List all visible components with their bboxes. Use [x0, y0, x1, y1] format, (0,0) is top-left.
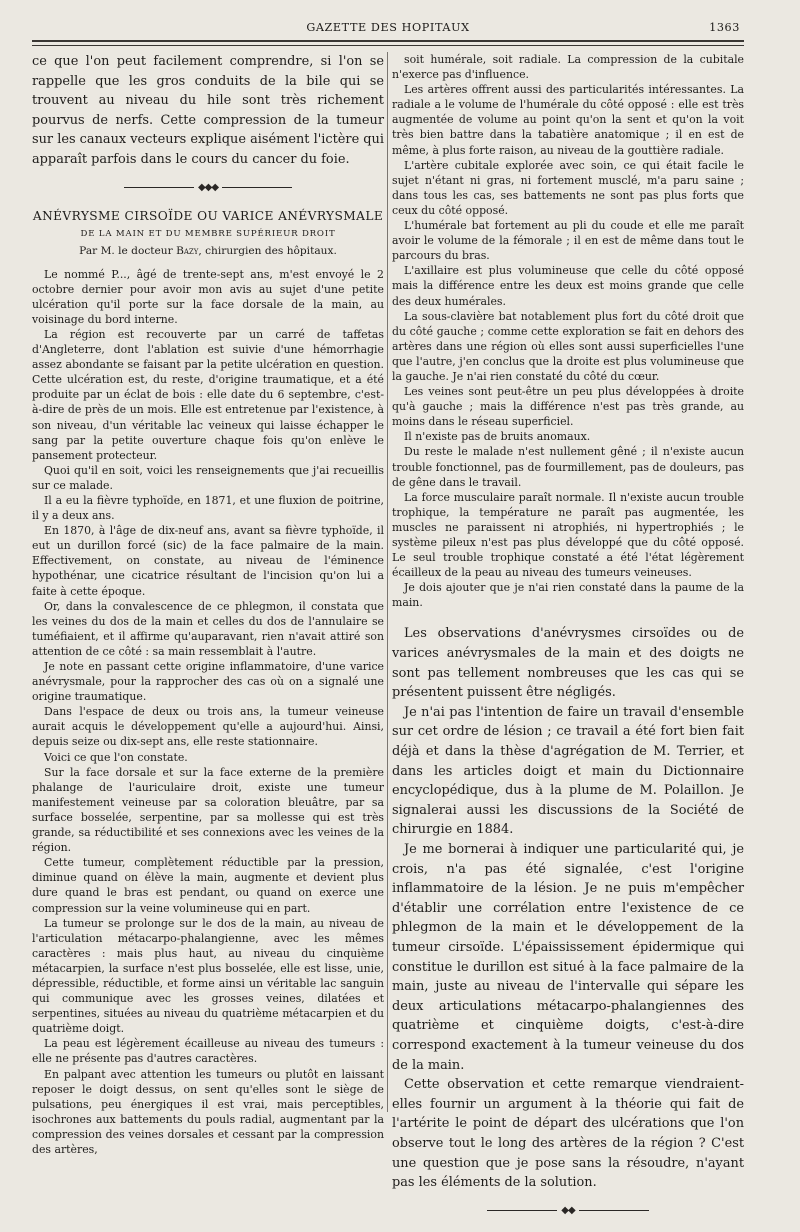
paragraph: Le nommé P..., âgé de trente-sept ans, m'est envoyé le 2 octobre dernier pour avoir mon avis au sujet d'une petite ulcération qu'il porte sur la face dorsale de la main, au voisinage du bord interne. [32, 267, 384, 326]
journal-title: GAZETTE DES HOPITAUX [306, 21, 470, 34]
paragraph: Dans l'espace de deux ou trois ans, la tumeur veineuse aurait acquis le développement qu'elle a aujourd'hui. Ainsi, depuis seize ou dix-sept ans, elle reste stationnaire. [32, 705, 384, 749]
paragraph: La peau est légèrement écailleuse au niveau des tumeurs : elle ne présente pas d'autres caractères. [32, 1037, 384, 1066]
paragraph: Du reste le malade n'est nullement gêné ; il n'existe aucun trouble fonctionnel, pas de fourmillement, pas de douleurs, pas de gêne dans le travail. [392, 445, 744, 489]
article-title: ANÉVRYSME CIRSOÏDE OU VARICE ANÉVRYSMALE [32, 208, 384, 223]
paragraph: soit humérale, soit radiale. La compression de la cubitale n'exerce pas d'influence. [392, 53, 744, 82]
page-number: 1363 [709, 21, 740, 34]
paragraph: Je me bornerai à indiquer une particularité qui, je crois, n'a pas été signalée, c'est l'origine inflammatoire de la lésion. Je ne puis m'empêcher d'établir une corrélation entre l'existence de ce phlegmon de la main et le développement de la tumeur cirsoïde. L'épaississement épidermique qui constitue le durillon est situé à la face palmaire de la main, juste au niveau de l'intervalle qui sépare les deux articulations métacarpo-phalangiennes des quatrième et cinquième doigts, c'est-à-dire correspond exactement à la tumeur veineuse du dos de la main. [392, 842, 744, 1073]
paragraph: Je dois ajouter que je n'ai rien constaté dans la paume de la main. [392, 581, 744, 610]
paragraph: Quoi qu'il en soit, voici les renseignements que j'ai recueillis sur ce malade. [32, 463, 384, 492]
paragraph: La sous-clavière bat notablement plus fort du côté droit que du côté gauche ; comme cette exploration se fait en dehors des artères dans une région où elles sont aussi superficielles l'une que l'autre, j'en conclus que la droite est plus volumineuse que la gauche. Je n'ai rien constaté du côté du cœur. [392, 309, 744, 383]
column-divider [387, 52, 388, 1112]
page-header [32, 18, 744, 38]
article-subtitle: DE LA MAIN ET DU MEMBRE SUPÉRIEUR DROIT [80, 228, 336, 239]
author-name: Bazy [176, 244, 199, 257]
paragraph: Il a eu la fièvre typhoïde, en 1871, et une fluxion de poitrine, il y a deux ans. [32, 493, 384, 523]
section-gap [392, 610, 744, 624]
paragraph: Sur la face dorsale et sur la face externe de la première phalange de l'auriculaire droit, existe une tumeur manifestement veineuse par sa coloration bleuâtre, par sa surface bosselée, serpentine, par sa mollesse qui est très grande, sa réductibilité et ses connexions avec les veines de la région. [32, 765, 384, 855]
intro-paragraph: ce que l'on peut facilement comprendre, si l'on se rappelle que les gros conduits de la bile qui se trouvent au niveau du hile sont très richement pourvus de nerfs. Cette compression de la tumeur sur les canaux vecteurs explique aisément l'ictère qui apparaît parfois dans le cours du cancer du foie. [32, 54, 384, 167]
previous-article-end [32, 52, 384, 170]
paragraph: La force musculaire paraît normale. Il n'existe aucun trouble trophique, la température ne paraît pas augmentée, les muscles ne paraissent ni atrophiés, ni hypertrophiés ; le système pileux n'est pas plus développé que du côté opposé. Le seul trouble trophique constaté a été l'état légèrement écailleux de la peau au niveau des tumeurs veineuses. [392, 490, 744, 580]
byline-prefix: Par M. le docteur [79, 244, 177, 257]
end-ornament: ◆◆ [392, 1205, 744, 1216]
paragraph: La région est recouverte par un carré de taffetas d'Angleterre, dont l'ablation est suivie d'une hémorrhagie assez abondante se faisant par la petite ulcération en question. Cette ulcération est, du reste, d'origine traumatique, et a été produite par un éclat de bois : elle date du 6 septembre, c'est-à-dire de près de un mois. Elle est entretenue par l'existence, à son niveau, d'un véritable lac veineux qui laisse échapper le sang par la petite ouverture chaque fois qu'on enlève le pansement protecteur. [32, 327, 384, 462]
paragraph: Or, dans la convalescence de ce phlegmon, il constata que les veines du dos de la main et celles du dos de l'annulaire se tuméfiaient, et il affirme qu'auparavant, rien n'avait attiré son attention de ce côté : sa main ressemblait à l'autre. [32, 599, 384, 658]
article-byline [32, 245, 384, 257]
right-column [392, 52, 744, 1232]
paragraph: Je n'ai pas l'intention de faire un travail d'ensemble sur cet ordre de lésion ; ce travail a été fort bien fait déjà et dans la thèse d'agrégation de M. Terrier, et dans les articles doigt et main du Dictionnaire encyclopédique, dus à la plume de M. Polaillon. Je signalerai aussi les discussions de la Société de chirurgie en 1884. [392, 704, 744, 838]
paragraph: Cette observation et cette remarque viendraient-elles fournir un argument à la théorie qui fait de l'artérite le point de départ des ulcérations que l'on observe tout le long des artères de la région ? C'est une question que je pose sans la résoudre, n'ayant pas les éléments de la solution. [392, 1077, 744, 1191]
section-ornament: ◆◆◆ [32, 182, 384, 193]
article-body-left [32, 267, 384, 1158]
paragraph: Voici ce que l'on constate. [44, 750, 188, 764]
paragraph: L'axillaire est plus volumineuse que celle du côté opposé mais la différence entre les deux est moins grande que celle des deux humérales. [392, 264, 744, 308]
paragraph: Il n'existe pas de bruits anomaux. [404, 430, 591, 444]
paragraph: L'humérale bat fortement au pli du coude et elle me paraît avoir le volume de la fémorale ; il en est de même dans tout le parcours du bras. [392, 219, 744, 263]
header-rule-thin [32, 45, 744, 46]
byline-suffix: , chirurgien des hôpitaux. [198, 244, 337, 257]
left-column [32, 52, 384, 1157]
article-body-right [392, 52, 744, 610]
paragraph: En palpant avec attention les tumeurs ou plutôt en laissant reposer le doigt dessus, on sent qu'elles sont le siège de pulsations, peu énergiques il est vrai, mais perceptibles, isochrones aux battements du pouls radial, augmentant par la compression des veines dorsales et cessant par la compression des artères, [32, 1067, 384, 1156]
paragraph: Les artères offrent aussi des particularités intéressantes. La radiale a le volume de l'humérale du côté opposé : elle est très augmentée de volume au point qu'on la sent et qu'on la voit très bien battre dans la tabatière anatomique ; il en est de même, à plus forte raison, au niveau de la gouttière radiale. [392, 83, 744, 157]
header-rule [32, 40, 744, 42]
paragraph: Cette tumeur, complètement réductible par la pression, diminue quand on élève la main, augmente et devient plus dure quand le bras est pendant, ou quand on exerce une compression sur la veine volumineuse qui en part. [32, 856, 384, 915]
paragraph: La tumeur se prolonge sur le dos de la main, au niveau de l'articulation métacarpo-phalangienne, avec les mêmes caractères : mais plus haut, au niveau du cinquième métacarpien, la surface n'est plus bosselée, elle est lisse, unie, dépressible, réductible, et forme ainsi un véritable lac sanguin qui communique avec les grosses veines, dilatées et serpentines, situées au niveau du quatrième métacarpien et du quatrième doigt. [32, 916, 384, 1036]
paragraph: Les veines sont peut-être un peu plus développées à droite qu'à gauche ; mais la différence n'est pas très grande, au moins dans le réseau superficiel. [392, 385, 744, 429]
paragraph: L'artère cubitale explorée avec soin, ce qui était facile le sujet n'étant ni gras, ni fortement musclé, m'a paru saine ; dans tous les cas, ses battements ne sont pas plus forts que ceux du côté opposé. [392, 158, 744, 217]
paragraph: En 1870, à l'âge de dix-neuf ans, avant sa fièvre typhoïde, il eut un durillon forcé (sic) de la face palmaire de la main. Effectivement, on constate, au niveau de l'éminence hypothénar, une cicatrice résultant de l'incision qu'on lui a faite à cette époque. [32, 524, 384, 598]
paragraph: Je note en passant cette origine inflammatoire, d'une varice anévrysmale, pour la rapprocher des cas où on a signalé une origine traumatique. [32, 660, 384, 704]
paragraph: Les observations d'anévrysmes cirsoïdes ou de varices anévrysmales de la main et des doigts ne sont pas tellement nombreuses que les cas qui se présentent puissent être négligés. [392, 626, 744, 701]
discussion-section [392, 624, 744, 1192]
